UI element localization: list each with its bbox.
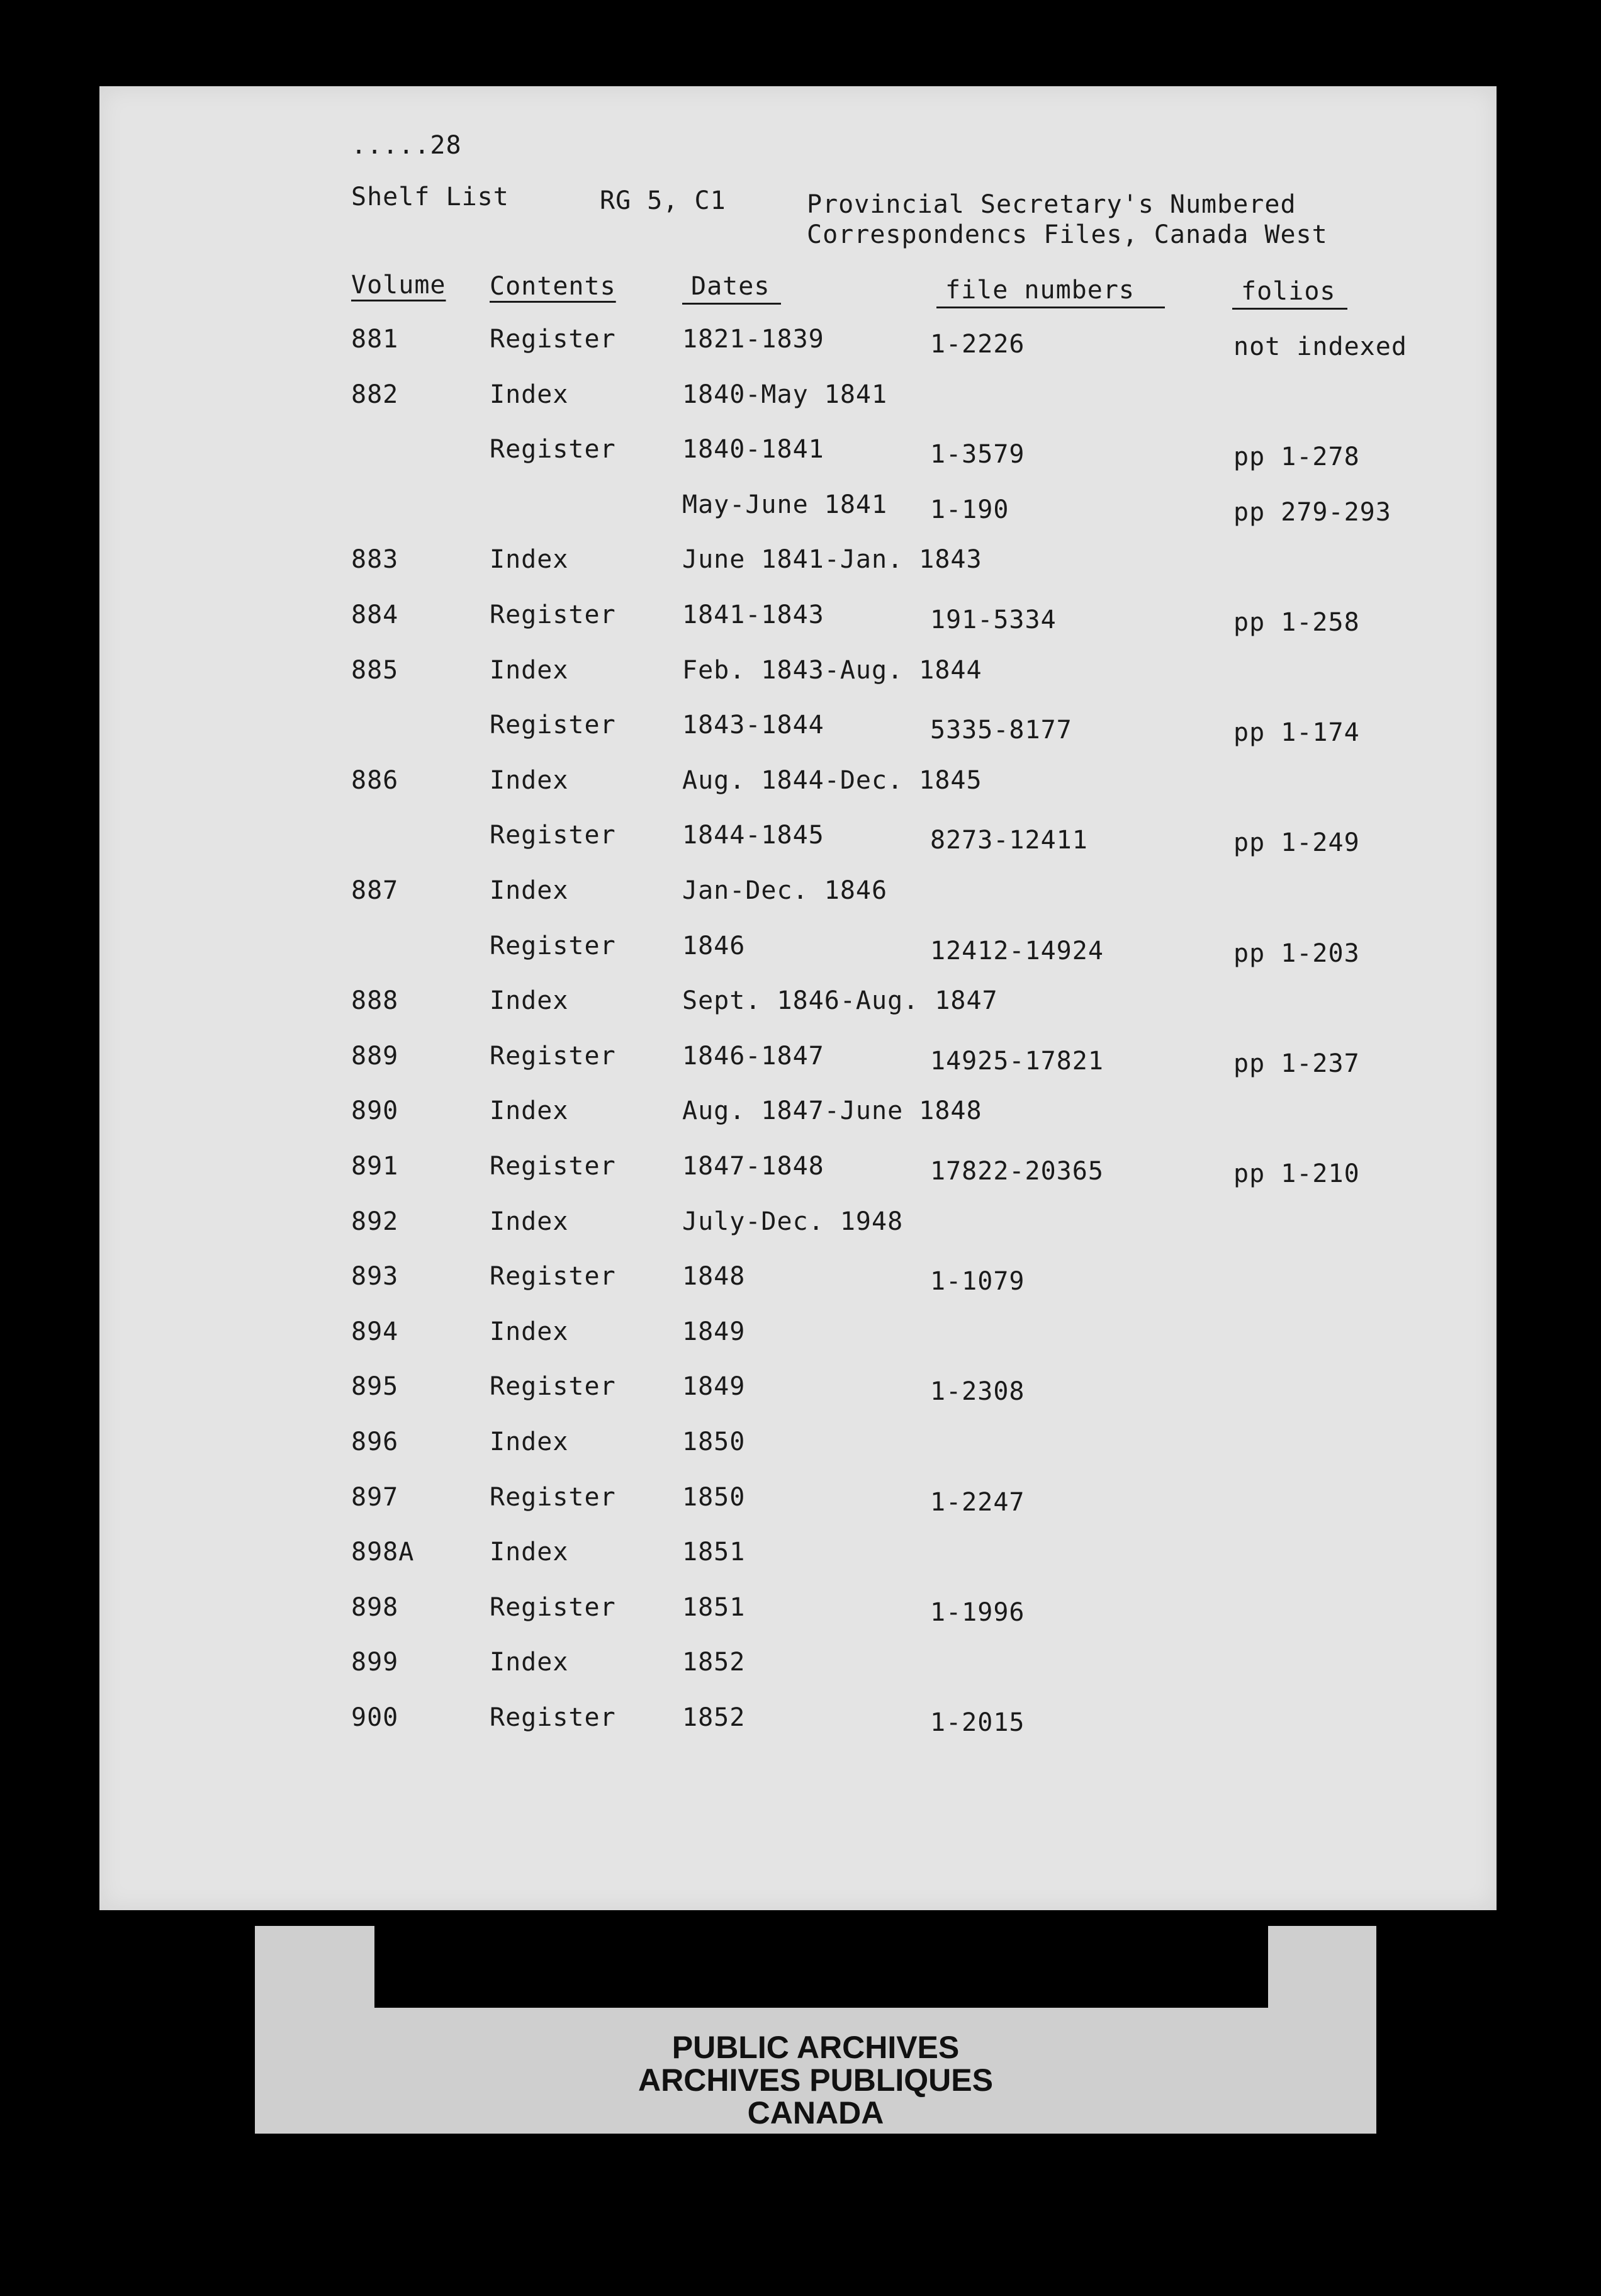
table-row bbox=[99, 434, 1497, 472]
row-volume: 900 bbox=[351, 1703, 399, 1732]
row-dates: Sept. 1846-Aug. 1847 bbox=[682, 986, 998, 1015]
table-row bbox=[99, 1647, 1497, 1685]
row-folios: pp 279-293 bbox=[1233, 498, 1391, 527]
table-row bbox=[99, 600, 1497, 638]
row-contents: Register bbox=[490, 1042, 616, 1071]
row-contents: Index bbox=[490, 1207, 569, 1236]
row-volume: 898A bbox=[351, 1538, 415, 1567]
row-contents: Index bbox=[490, 656, 569, 685]
stamp-line-3: CANADA bbox=[747, 2095, 884, 2130]
row-dates: 1843-1844 bbox=[682, 711, 824, 740]
row-volume: 893 bbox=[351, 1262, 399, 1291]
row-volume: 884 bbox=[351, 600, 399, 629]
row-file-numbers: 8273-12411 bbox=[930, 826, 1088, 855]
row-dates: 1840-May 1841 bbox=[682, 380, 888, 409]
row-file-numbers: 14925-17821 bbox=[930, 1047, 1104, 1076]
row-contents: Index bbox=[490, 545, 569, 574]
stamp-line-1: PUBLIC ARCHIVES bbox=[671, 2030, 960, 2065]
row-volume: 885 bbox=[351, 656, 399, 685]
row-dates: 1851 bbox=[682, 1538, 746, 1567]
row-contents: Register bbox=[490, 325, 616, 354]
row-file-numbers: 1-2015 bbox=[930, 1708, 1025, 1737]
table-row bbox=[99, 1592, 1497, 1630]
row-file-numbers: 1-1079 bbox=[930, 1267, 1025, 1296]
row-file-numbers: 1-2226 bbox=[930, 330, 1025, 359]
row-volume: 892 bbox=[351, 1207, 399, 1236]
row-volume: 894 bbox=[351, 1317, 399, 1346]
column-header-dates: Dates bbox=[682, 271, 781, 305]
row-contents: Register bbox=[490, 821, 616, 850]
row-dates: 1846-1847 bbox=[682, 1042, 824, 1071]
table-row bbox=[99, 710, 1497, 748]
row-contents: Register bbox=[490, 711, 616, 740]
row-volume: 881 bbox=[351, 325, 399, 354]
row-contents: Register bbox=[490, 435, 616, 464]
row-contents: Index bbox=[490, 1096, 569, 1125]
column-header-contents: Contents bbox=[490, 272, 616, 301]
row-file-numbers: 12412-14924 bbox=[930, 937, 1104, 965]
row-dates: 1840-1841 bbox=[682, 435, 824, 464]
row-contents: Index bbox=[490, 876, 569, 905]
row-dates: 1846 bbox=[682, 931, 746, 960]
row-contents: Index bbox=[490, 766, 569, 795]
row-file-numbers: 191-5334 bbox=[930, 605, 1057, 634]
row-contents: Register bbox=[490, 1703, 616, 1732]
table-row bbox=[99, 1371, 1497, 1409]
row-dates: Aug. 1847-June 1848 bbox=[682, 1096, 982, 1125]
table-row bbox=[99, 1096, 1497, 1134]
row-file-numbers: 5335-8177 bbox=[930, 716, 1072, 745]
row-contents: Index bbox=[490, 1538, 569, 1567]
stamp-line-2: ARCHIVES PUBLIQUES bbox=[638, 2062, 993, 2098]
row-folios: not indexed bbox=[1233, 332, 1407, 361]
row-file-numbers: 1-2308 bbox=[930, 1377, 1025, 1406]
shelf-list-label: Shelf List bbox=[351, 183, 509, 211]
table-row bbox=[99, 1537, 1497, 1575]
row-contents: Index bbox=[490, 1648, 569, 1677]
row-contents: Index bbox=[490, 986, 569, 1015]
row-contents: Index bbox=[490, 1427, 569, 1456]
row-file-numbers: 1-3579 bbox=[930, 440, 1025, 469]
row-volume: 898 bbox=[351, 1593, 399, 1622]
table-row bbox=[99, 765, 1497, 803]
row-volume: 889 bbox=[351, 1042, 399, 1071]
column-header-volume: Volume bbox=[351, 271, 446, 300]
column-header-file-numbers: file numbers bbox=[936, 275, 1165, 308]
row-volume: 899 bbox=[351, 1648, 399, 1677]
row-dates: 1844-1845 bbox=[682, 821, 824, 850]
column-header-folios: folios bbox=[1232, 276, 1347, 310]
table-row bbox=[99, 820, 1497, 858]
row-dates: 1850 bbox=[682, 1483, 746, 1512]
row-folios: pp 1-249 bbox=[1233, 828, 1360, 857]
table-row bbox=[99, 931, 1497, 969]
table-row bbox=[99, 380, 1497, 417]
document-page bbox=[99, 86, 1497, 1910]
row-file-numbers: 17822-20365 bbox=[930, 1157, 1104, 1186]
table-row bbox=[99, 986, 1497, 1023]
row-volume: 888 bbox=[351, 986, 399, 1015]
row-volume: 883 bbox=[351, 545, 399, 574]
table-row bbox=[99, 1317, 1497, 1354]
row-contents: Register bbox=[490, 1372, 616, 1401]
table-row bbox=[99, 1702, 1497, 1740]
row-volume: 891 bbox=[351, 1152, 399, 1181]
row-dates: May-June 1841 bbox=[682, 490, 888, 519]
table-row bbox=[99, 1207, 1497, 1244]
row-dates: 1850 bbox=[682, 1427, 746, 1456]
row-contents: Register bbox=[490, 931, 616, 960]
row-file-numbers: 1-2247 bbox=[930, 1488, 1025, 1517]
row-dates: 1849 bbox=[682, 1372, 746, 1401]
row-dates: 1847-1848 bbox=[682, 1152, 824, 1181]
row-volume: 890 bbox=[351, 1096, 399, 1125]
page-reference: .....28 bbox=[351, 131, 462, 160]
label-slot bbox=[374, 1926, 1268, 2008]
row-contents: Register bbox=[490, 1483, 616, 1512]
row-dates: 1848 bbox=[682, 1262, 746, 1291]
table-row bbox=[99, 490, 1497, 527]
title-line-1: Provincial Secretary's Numbered bbox=[807, 190, 1296, 219]
row-folios: pp 1-203 bbox=[1233, 939, 1360, 968]
row-dates: 1852 bbox=[682, 1648, 746, 1677]
table-row bbox=[99, 1482, 1497, 1520]
row-folios: pp 1-278 bbox=[1233, 442, 1360, 471]
row-dates: 1852 bbox=[682, 1703, 746, 1732]
table-row bbox=[99, 1427, 1497, 1465]
row-volume: 882 bbox=[351, 380, 399, 409]
row-contents: Register bbox=[490, 1593, 616, 1622]
row-contents: Register bbox=[490, 600, 616, 629]
table-row bbox=[99, 875, 1497, 913]
row-contents: Index bbox=[490, 380, 569, 409]
archive-label-card bbox=[255, 1926, 1376, 2134]
row-volume: 896 bbox=[351, 1427, 399, 1456]
row-folios: pp 1-237 bbox=[1233, 1049, 1360, 1078]
row-volume: 897 bbox=[351, 1483, 399, 1512]
row-contents: Register bbox=[490, 1152, 616, 1181]
row-dates: July-Dec. 1948 bbox=[682, 1207, 904, 1236]
row-folios: pp 1-174 bbox=[1233, 718, 1360, 747]
row-dates: 1841-1843 bbox=[682, 600, 824, 629]
table-row bbox=[99, 1261, 1497, 1299]
row-folios: pp 1-210 bbox=[1233, 1159, 1360, 1188]
row-volume: 895 bbox=[351, 1372, 399, 1401]
table-row bbox=[99, 1151, 1497, 1189]
row-volume: 886 bbox=[351, 766, 399, 795]
table-row bbox=[99, 324, 1497, 362]
table-row bbox=[99, 1041, 1497, 1079]
row-dates: Jan-Dec. 1846 bbox=[682, 876, 888, 905]
row-dates: 1849 bbox=[682, 1317, 746, 1346]
row-file-numbers: 1-190 bbox=[930, 495, 1009, 524]
title-line-2: Correspondencs Files, Canada West bbox=[807, 220, 1328, 249]
row-contents: Register bbox=[490, 1262, 616, 1291]
row-dates: Feb. 1843-Aug. 1844 bbox=[682, 656, 982, 685]
record-group-label: RG 5, C1 bbox=[600, 186, 726, 215]
row-volume: 887 bbox=[351, 876, 399, 905]
row-dates: 1851 bbox=[682, 1593, 746, 1622]
table-row bbox=[99, 655, 1497, 693]
row-file-numbers: 1-1996 bbox=[930, 1598, 1025, 1627]
row-contents: Index bbox=[490, 1317, 569, 1346]
row-dates: 1821-1839 bbox=[682, 325, 824, 354]
row-dates: Aug. 1844-Dec. 1845 bbox=[682, 766, 982, 795]
table-row bbox=[99, 544, 1497, 582]
row-dates: June 1841-Jan. 1843 bbox=[682, 545, 982, 574]
row-folios: pp 1-258 bbox=[1233, 608, 1360, 637]
